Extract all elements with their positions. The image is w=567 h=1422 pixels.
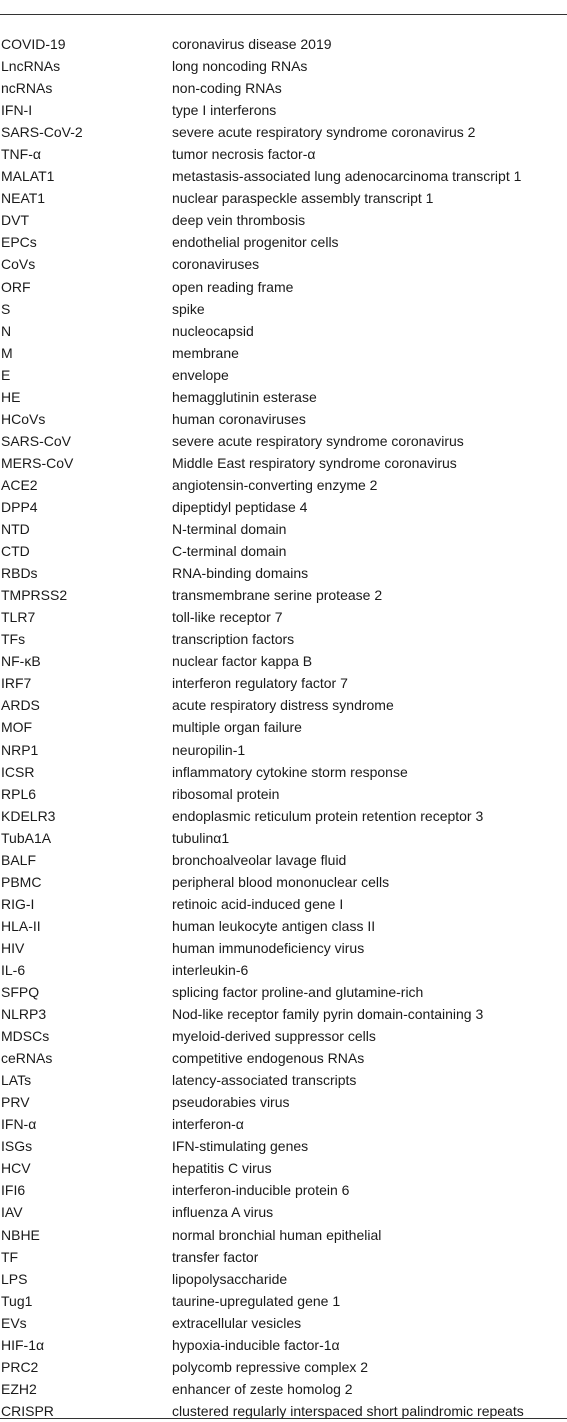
table-row [0, 761, 567, 783]
table-row [0, 562, 567, 584]
table-bottom-rule [0, 1418, 567, 1419]
table-row [0, 871, 567, 893]
definition-cell: coronavirus disease 2019 [172, 36, 332, 52]
abbreviation-cell: SFPQ [1, 984, 40, 1001]
abbreviation-cell: NBHE [1, 1226, 40, 1243]
table-row [0, 1246, 567, 1268]
abbreviation-cell: RIG-I [1, 895, 35, 912]
definition-cell: transcription factors [172, 631, 295, 648]
definition-cell: toll-like receptor 7 [172, 609, 283, 626]
definition-cell: nucleocapsid [172, 322, 254, 339]
table-row [0, 1268, 567, 1290]
definition-cell: transfer factor [172, 1248, 259, 1265]
table-row [0, 77, 567, 99]
abbreviation-cell: EVs [1, 1314, 27, 1331]
abbreviation-cell: CoVs [1, 256, 36, 273]
abbreviation-cell: BALF [1, 851, 37, 868]
abbreviation-cell: HIF-1α [1, 1336, 45, 1353]
definition-cell: human leukocyte antigen class II [172, 917, 376, 934]
abbreviation-cell: ACE2 [1, 476, 38, 493]
abbreviation-cell: N [1, 322, 12, 339]
definition-cell: RNA-binding domains [172, 565, 309, 582]
table-row [0, 606, 567, 628]
table-row [0, 342, 567, 364]
abbreviation-cell: HE [1, 388, 21, 405]
table-row [0, 518, 567, 540]
abbreviation-cell: COVID-19 [1, 36, 66, 52]
table-row [0, 474, 567, 496]
abbreviation-cell: DPP4 [1, 498, 38, 515]
table-row [0, 1179, 567, 1201]
definition-cell: enhancer of zeste homolog 2 [172, 1380, 353, 1397]
table-row [0, 937, 567, 959]
definition-cell: Nod-like receptor family pyrin domain-containing 3 [172, 1006, 484, 1023]
definition-cell: deep vein thrombosis [172, 212, 306, 229]
abbreviation-cell: MALAT1 [1, 168, 55, 185]
definition-cell: membrane [172, 344, 239, 361]
table-row [0, 849, 567, 871]
table-body [0, 33, 567, 1422]
definition-cell: multiple organ failure [172, 719, 302, 736]
definition-cell: interferon-α [172, 1116, 244, 1133]
table-row [0, 165, 567, 187]
table-row [0, 1091, 567, 1113]
abbreviation-cell: ARDS [1, 697, 40, 714]
definition-cell: spike [172, 300, 205, 317]
definition-cell: bronchoalveolar lavage fluid [172, 851, 347, 868]
abbreviation-cell: NF-κB [1, 653, 41, 670]
table-row [0, 496, 567, 518]
table-row [0, 739, 567, 761]
definition-cell: extracellular vesicles [172, 1314, 302, 1331]
table-row [0, 628, 567, 650]
table-row [0, 694, 567, 716]
abbreviation-cell: HLA-II [1, 917, 41, 934]
abbreviation-cell: IAV [1, 1204, 23, 1221]
abbreviation-cell: EPCs [1, 234, 37, 251]
table-row [0, 55, 567, 77]
definition-cell: competitive endogenous RNAs [172, 1050, 365, 1067]
table-row [0, 540, 567, 562]
definition-cell: envelope [172, 366, 229, 383]
abbreviation-cell: RBDs [1, 565, 38, 582]
table-row [0, 364, 567, 386]
definition-cell: IFN-stimulating genes [172, 1138, 309, 1155]
abbreviation-cell: TMPRSS2 [1, 587, 68, 604]
table-row [0, 99, 567, 121]
table-row [0, 187, 567, 209]
abbreviation-cell: SARS-CoV [1, 432, 72, 449]
abbreviation-cell: TNF-α [1, 146, 41, 163]
definition-cell: hepatitis C virus [172, 1160, 272, 1177]
table-row [0, 452, 567, 474]
definition-cell: long noncoding RNAs [172, 58, 308, 75]
definition-cell: N-terminal domain [172, 521, 287, 538]
definition-cell: retinoic acid-induced gene I [172, 895, 344, 912]
table-row [0, 650, 567, 672]
table-row [0, 1312, 567, 1334]
abbreviation-cell: ncRNAs [1, 80, 53, 97]
table-row [0, 1069, 567, 1091]
abbreviation-cell: TLR7 [1, 609, 36, 626]
definition-cell: normal bronchial human epithelial [172, 1226, 382, 1243]
table-row [0, 298, 567, 320]
abbreviation-cell: MDSCs [1, 1028, 50, 1045]
abbreviation-cell: NRP1 [1, 741, 39, 758]
definition-cell: angiotensin-converting enzyme 2 [172, 476, 378, 493]
abbreviation-cell: PRV [1, 1094, 30, 1111]
table-row [0, 1157, 567, 1179]
abbreviation-cell: ORF [1, 278, 31, 295]
table-row [0, 1113, 567, 1135]
abbreviation-cell: RPL6 [1, 785, 37, 802]
definition-cell: acute respiratory distress syndrome [172, 697, 394, 714]
table-row [0, 1378, 567, 1400]
abbreviation-cell: Tug1 [1, 1292, 33, 1309]
definition-cell: lipopolysaccharide [172, 1270, 288, 1287]
table-row [0, 1135, 567, 1157]
abbreviation-cell: M [1, 344, 13, 361]
table-row [0, 783, 567, 805]
definition-cell: pseudorabies virus [172, 1094, 290, 1111]
abbreviation-cell: CRISPR [1, 1402, 54, 1419]
definition-cell: coronaviruses [172, 256, 260, 273]
table-row [0, 33, 567, 55]
table-row [0, 1047, 567, 1069]
abbreviation-cell: PBMC [1, 873, 42, 890]
definition-cell: clustered regularly interspaced short palindromic repeats [172, 1402, 524, 1419]
table-row [0, 276, 567, 298]
definition-cell: polycomb repressive complex 2 [172, 1358, 369, 1375]
table-row [0, 915, 567, 937]
abbreviation-cell: ISGs [1, 1138, 33, 1155]
table-row [0, 430, 567, 452]
definition-cell: peripheral blood mononuclear cells [172, 873, 390, 890]
abbreviation-cell: LPS [1, 1270, 28, 1287]
abbreviation-cell: IL-6 [1, 961, 26, 978]
definition-cell: non-coding RNAs [172, 80, 282, 97]
abbreviation-cell: DVT [1, 212, 29, 229]
abbreviation-cell: EZH2 [1, 1380, 37, 1397]
table-row [0, 408, 567, 430]
abbreviation-cell: IRF7 [1, 675, 32, 692]
definition-cell: neuropilin-1 [172, 741, 246, 758]
definition-cell: type I interferons [172, 102, 277, 119]
definition-cell: influenza A virus [172, 1204, 274, 1221]
table-row [0, 253, 567, 275]
table-row [0, 716, 567, 738]
abbreviation-cell: E [1, 366, 11, 383]
table-row [0, 981, 567, 1003]
definition-cell: open reading frame [172, 278, 294, 295]
abbreviation-cell: ceRNAs [1, 1050, 53, 1067]
definition-cell: tubulinα1 [172, 829, 230, 846]
table-row [0, 584, 567, 606]
abbreviation-cell: IFN-α [1, 1116, 37, 1133]
abbreviation-cell: NLRP3 [1, 1006, 47, 1023]
table-row [0, 805, 567, 827]
definition-cell: endoplasmic reticulum protein retention receptor 3 [172, 807, 484, 824]
definition-cell: splicing factor proline-and glutamine-rich [172, 984, 424, 1001]
abbreviation-cell: LATs [1, 1072, 32, 1089]
definition-cell: nuclear paraspeckle assembly transcript 1 [172, 190, 434, 207]
abbreviation-cell: PRC2 [1, 1358, 39, 1375]
abbreviation-cell: LncRNAs [1, 58, 61, 75]
table-row [0, 231, 567, 253]
definition-cell: severe acute respiratory syndrome coronavirus 2 [172, 124, 476, 141]
abbreviation-cell: KDELR3 [1, 807, 56, 824]
table-row [0, 1224, 567, 1246]
definition-cell: taurine-upregulated gene 1 [172, 1292, 341, 1309]
table-row [0, 1290, 567, 1312]
definition-cell: endothelial progenitor cells [172, 234, 339, 251]
abbreviation-cell: IFN-I [1, 102, 33, 119]
definition-cell: metastasis-associated lung adenocarcinoma transcript 1 [172, 168, 522, 185]
definition-cell: hemagglutinin esterase [172, 388, 317, 405]
table-row [0, 386, 567, 408]
abbreviation-cell: ICSR [1, 763, 35, 780]
abbreviation-cell: NTD [1, 521, 30, 538]
definition-cell: C-terminal domain [172, 543, 287, 560]
abbreviation-cell: HIV [1, 939, 25, 956]
table-row [0, 143, 567, 165]
abbreviation-cell: IFI6 [1, 1182, 26, 1199]
table-row [0, 827, 567, 849]
table-row [0, 1356, 567, 1378]
table-row [0, 209, 567, 231]
abbreviation-cell: SARS-CoV-2 [1, 124, 83, 141]
definition-cell: severe acute respiratory syndrome coronavirus [172, 432, 464, 449]
abbreviation-cell: S [1, 300, 11, 317]
definition-cell: Middle East respiratory syndrome coronavirus [172, 454, 457, 471]
table-row [0, 1201, 567, 1223]
table-row [0, 1025, 567, 1047]
table-row [0, 959, 567, 981]
definition-cell: human coronaviruses [172, 410, 306, 427]
definition-cell: hypoxia-inducible factor-1α [172, 1336, 340, 1353]
table-row [0, 320, 567, 342]
definition-cell: tumor necrosis factor-α [172, 146, 316, 163]
definition-cell: human immunodeficiency virus [172, 939, 365, 956]
abbreviation-cell: TubA1A [1, 829, 52, 846]
table-row [0, 121, 567, 143]
definition-cell: transmembrane serine protease 2 [172, 587, 383, 604]
definition-cell: nuclear factor kappa B [172, 653, 313, 670]
abbreviation-cell: MERS-CoV [1, 454, 74, 471]
table-row [0, 1334, 567, 1356]
table-row [0, 893, 567, 915]
definition-cell: interleukin-6 [172, 961, 249, 978]
definition-cell: dipeptidyl peptidase 4 [172, 498, 308, 515]
abbreviation-cell: TFs [1, 631, 26, 648]
abbreviation-cell: TF [1, 1248, 19, 1265]
definition-cell: interferon-inducible protein 6 [172, 1182, 350, 1199]
definition-cell: latency-associated transcripts [172, 1072, 357, 1089]
abbreviation-cell: MOF [1, 719, 33, 736]
definition-cell: interferon regulatory factor 7 [172, 675, 348, 692]
abbreviation-cell: HCoVs [1, 410, 46, 427]
table-row [0, 672, 567, 694]
definition-cell: myeloid-derived suppressor cells [172, 1028, 376, 1045]
table-row [0, 1003, 567, 1025]
abbreviation-cell: CTD [1, 543, 30, 560]
definition-cell: ribosomal protein [172, 785, 280, 802]
abbreviation-cell: HCV [1, 1160, 31, 1177]
table-top-rule [0, 14, 567, 15]
definition-cell: inflammatory cytokine storm response [172, 763, 408, 780]
abbreviation-cell: NEAT1 [1, 190, 46, 207]
